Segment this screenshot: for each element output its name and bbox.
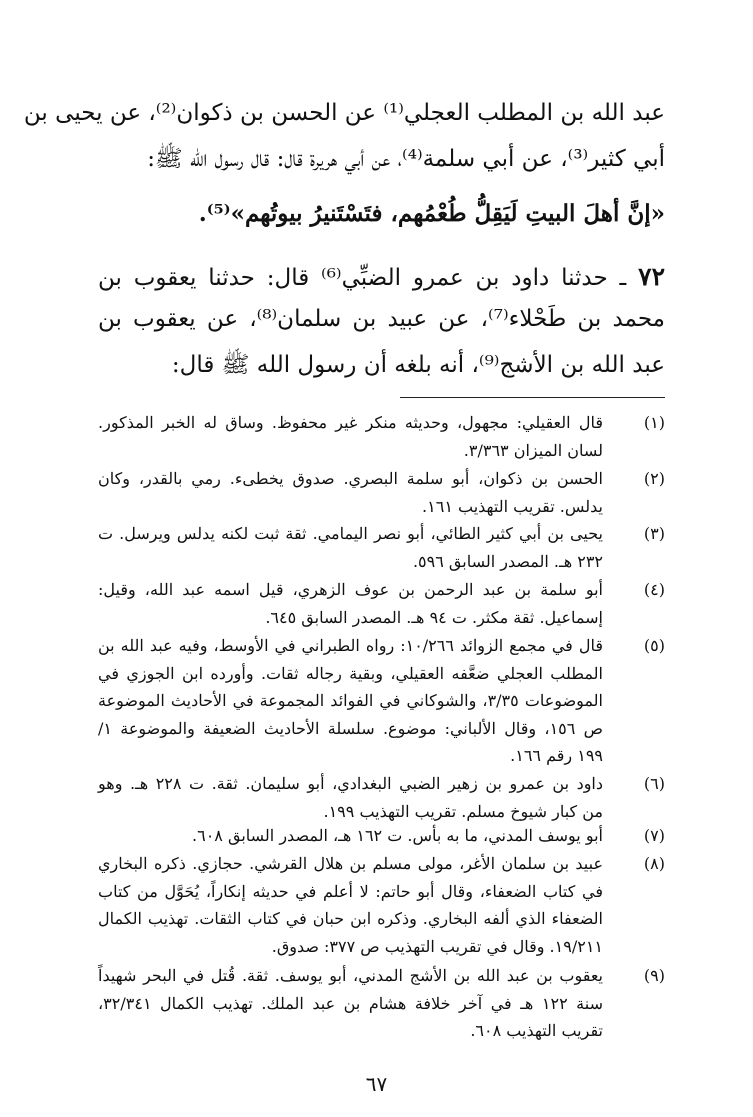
footnote-number: (٣)	[643, 524, 665, 543]
hadith-text-1: ـ حدثنا داود بن عمرو الضبِّي⁽⁶⁾ قال: حدثنا يعقوب بن	[98, 265, 627, 291]
footnote	[98, 854, 665, 964]
footnote-line: تقريب التهذيب ٦٠٨.	[470, 1021, 603, 1040]
footnote-number: (٥)	[643, 636, 665, 655]
footnote-line: عبيد بن سلمان الأغر، مولى مسلم بن هلال القرشي. حجازي. ذكره البخاري	[98, 854, 603, 873]
footnote-line: يدلس. تقريب التهذيب ١٦١.	[422, 496, 603, 516]
footnote-line: لسان الميزان ٣/٣٦٣.	[463, 440, 603, 460]
footnote-number: (٤)	[643, 580, 665, 599]
footnote	[98, 413, 665, 468]
footnote-number: (١)	[643, 413, 665, 432]
footnote	[98, 580, 665, 635]
footnote-line: ١٩/٢١١. وقال في تقريب التهذيب ص ٣٧٧: صدوق.	[271, 936, 603, 956]
footnote-line: ١٩٩ رقم ١٦٦.	[510, 746, 603, 765]
footnote-line: ص ١٥٦، وقال الألباني: موضوع. سلسلة الأحاديث الضعيفة والموضوعة ١/	[98, 718, 603, 738]
hadith-quote: «إنَّ أهلَ البيتِ لَيَقِلُّ طُعْمُهم، فتَسْتَنيرُ بيوتُهم»⁽⁵⁾.	[198, 200, 665, 227]
footnote-line: يعقوب بن عبد الله بن الأشج المدني، أبو يوسف. ثقة. قُتل في البحر شهيداً	[98, 966, 603, 985]
footnote-separator	[400, 397, 665, 398]
footnote	[98, 826, 665, 854]
footnote-line: المطلب العجلي ضعَّفه العقيلي، وبقية رجاله ثقات. وأورده ابن الجوزي في	[98, 663, 603, 683]
hadith-number: ٧٢	[638, 262, 666, 291]
footnote	[98, 524, 665, 579]
footnote-line: داود بن عمرو بن زهير الضبي البغدادي، أبو سليمان. ثقة. ت ٢٢٨ هـ. وهو	[98, 774, 603, 793]
footnote-line: ٢٣٢ هـ. المصدر السابق ٥٩٦.	[412, 551, 603, 571]
footnote-number: (٨)	[643, 854, 665, 873]
footnote-line: قال في مجمع الزوائد ١٠/٢٦٦: رواه الطبراني في الأوسط، وفيه عبد الله بن	[98, 636, 603, 655]
hadith-72-line-1	[98, 262, 665, 302]
footnote	[98, 469, 665, 524]
footnote-line: في كتاب الضعفاء، وقال أبو حاتم: لا أعلم في حديثه إنكاراً، يُحَوَّل من كتاب	[98, 881, 603, 901]
footnote-number: (٩)	[643, 966, 665, 985]
page-number: ٦٧	[365, 1072, 388, 1096]
footnote-line: الحسن بن ذكوان، أبو سلمة البصري. صدوق يخطىء. رمي بالقدر، وكان	[98, 469, 603, 488]
hadith-72-line-3: عبد الله بن الأشج⁽⁹⁾، أنه بلغه أن رسول الله ﷺ قال:	[171, 352, 665, 378]
footnote-line: الموضوعات ٣/٣٥، والشوكاني في الفوائد المجموعة في الأحاديث الموضوعة	[98, 691, 603, 710]
footnote-line: أبو سلمة بن عبد الرحمن بن عوف الزهري، قيل اسمه عبد الله، وقيل:	[98, 580, 603, 599]
main-line-1: عبد الله بن المطلب العجلي⁽¹⁾ عن الحسن بن ذكوان⁽²⁾، عن يحيى بن	[23, 100, 665, 126]
footnote-line: الضعفاء الذي ألفه البخاري. وذكره ابن حبان في كتاب الثقات. تهذيب الكمال	[98, 909, 603, 928]
footnote-line: سنة ١٢٢ هـ في آخر خلافة هشام بن عبد الملك. تهذيب الكمال ٣٢/٣٤١،	[98, 993, 603, 1013]
footnote-number: (٢)	[643, 469, 665, 488]
footnote-line: يحيى بن أبي كثير الطائي، أبو نصر اليمامي. ثقة ثبت لكنه يدلس ويرسل. ت	[98, 524, 603, 543]
footnote	[98, 636, 665, 774]
footnote-line: قال العقيلي: مجهول، وحديثه منكر غير محفوظ. وساق له الخبر المذكور.	[98, 413, 603, 432]
footnote	[98, 966, 665, 1049]
main-line-2: أبي كثير⁽³⁾، عن أبي سلمة⁽⁴⁾، عن أبي هريرة قال: قال رسول الله ﷺ:	[147, 146, 665, 172]
footnote-number: (٧)	[643, 826, 665, 845]
footnote-number: (٦)	[643, 774, 665, 793]
footnote-line: أبو يوسف المدني، ما به بأس. ت ١٦٢ هـ، المصدر السابق ٦٠٨.	[192, 826, 603, 845]
footnote	[98, 774, 665, 829]
footnote-line: من كبار شيوخ مسلم. تقريب التهذيب ١٩٩.	[323, 801, 603, 821]
footnote-line: إسماعيل. ثقة مكثر. ت ٩٤ هـ. المصدر السابق ٦٤٥.	[265, 607, 603, 627]
hadith-72-line-2: محمد بن طَحْلاء⁽⁷⁾، عن عبيد بن سلمان⁽⁸⁾، عن يعقوب بن	[98, 306, 665, 332]
